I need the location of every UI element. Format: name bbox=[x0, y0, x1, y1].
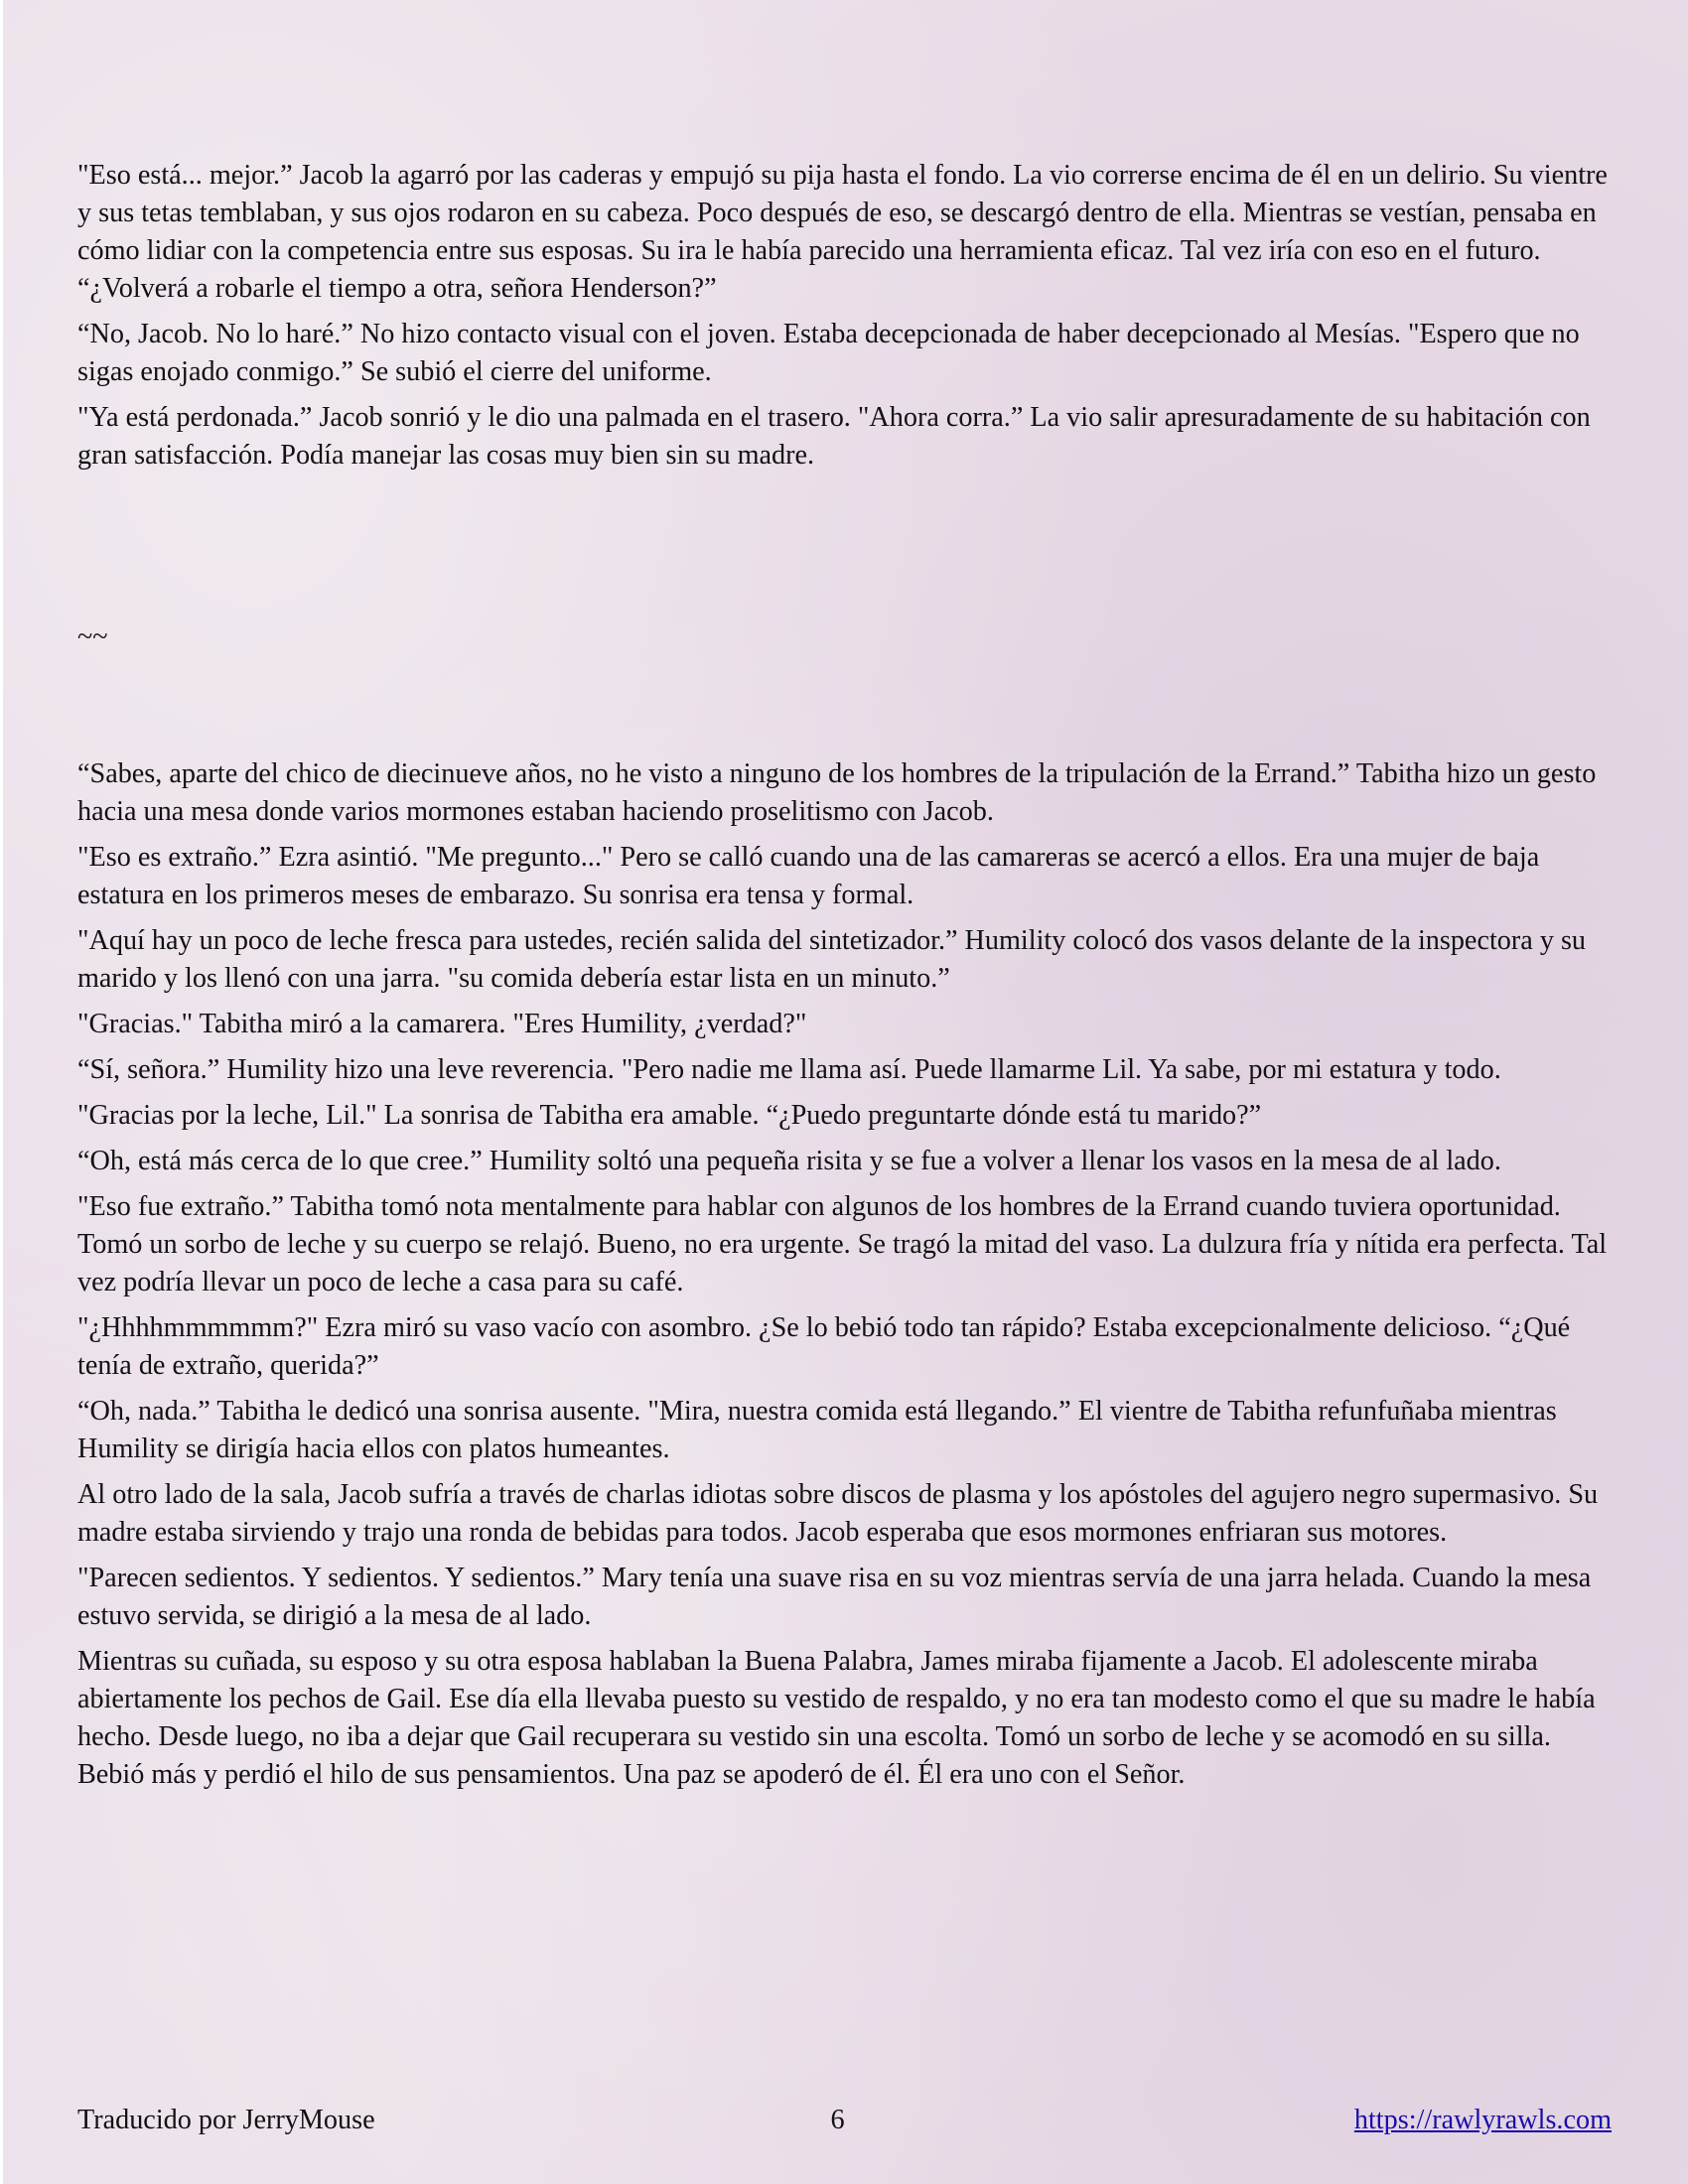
document-body-top bbox=[77, 157, 1612, 482]
paragraph: "Aquí hay un poco de leche fresca para ustedes, recién salida del sintetizador.” Humility colocó dos vasos delante de la inspectora y su marido y los llenó con una jarra. "su comida debería estar lista en un minuto.” bbox=[77, 925, 1587, 994]
paragraph: "Gracias." Tabitha miró a la camarera. "Eres Humility, ¿verdad?" bbox=[77, 1009, 807, 1039]
page-footer bbox=[77, 2102, 1612, 2141]
paragraph: “Oh, está más cerca de lo que cree.” Humility soltó una pequeña risita y se fue a volver a llenar los vasos en la mesa de al lado. bbox=[77, 1146, 1501, 1176]
section-break: ~~ bbox=[77, 621, 108, 652]
paragraph: “Sí, señora.” Humility hizo una leve reverencia. "Pero nadie me llama así. Puede llamarme Lil. Ya sabe, por mi estatura y todo. bbox=[77, 1054, 1501, 1085]
paragraph: "Gracias por la leche, Lil." La sonrisa de Tabitha era amable. “¿Puedo preguntarte dónde está tu marido?” bbox=[77, 1100, 1262, 1131]
translator-credit: Traducido por JerryMouse bbox=[77, 2105, 375, 2135]
paragraph: "¿Hhhhmmmmmm?" Ezra miró su vaso vacío con asombro. ¿Se lo bebió todo tan rápido? Estaba excepcionalmente delicioso. “¿Qué tenía de extraño, querida?” bbox=[77, 1312, 1571, 1381]
website-link[interactable]: https://rawlyrawls.com bbox=[1353, 2105, 1612, 2135]
paragraph: "Eso es extraño.” Ezra asintió. "Me pregunto..." Pero se calló cuando una de las camareras se acercó a ellos. Era una mujer de baja estatura en los primeros meses de embarazo. Su sonrisa era tensa y formal. bbox=[77, 842, 1540, 910]
paragraph: "Parecen sedientos. Y sedientos. Y sedientos.” Mary tenía una suave risa en su voz mientras servía de una jarra helada. Cuando la mesa estuvo servida, se dirigió a la mesa de al lado. bbox=[77, 1563, 1592, 1631]
paragraph: Al otro lado de la sala, Jacob sufría a través de charlas idiotas sobre discos de plasma y los apóstoles del agujero negro supermasivo. Su madre estaba sirviendo y trajo una ronda de bebidas para todos. Jacob esperaba que esos mormones enfriaran sus motores. bbox=[77, 1479, 1599, 1548]
paragraph: "Eso fue extraño.” Tabitha tomó nota mentalmente para hablar con algunos de los hombres de la Errand cuando tuviera oportunidad. Tomó un sorbo de leche y su cuerpo se relajó. Bueno, no era urgente. Se tragó la mitad del vaso. La dulzura fría y nítida era perfecta. Tal vez podría llevar un poco de leche a casa para su café. bbox=[77, 1191, 1608, 1297]
document-body-bottom bbox=[77, 755, 1612, 1802]
paragraph: “No, Jacob. No lo haré.” No hizo contacto visual con el joven. Estaba decepcionada de haber decepcionado al Mesías. "Espero que no sigas enojado conmigo.” Se subió el cierre del uniforme. bbox=[77, 319, 1580, 387]
paragraph: "Ya está perdonada.” Jacob sonrió y le dio una palmada en el trasero. "Ahora corra.” La vio salir apresuradamente de su habitación con gran satisfacción. Podía manejar las cosas muy bien sin su madre. bbox=[77, 402, 1591, 471]
paragraph: “Sabes, aparte del chico de diecinueve años, no he visto a ninguno de los hombres de la tripulación de la Errand.” Tabitha hizo un gesto hacia una mesa donde varios mormones estaban haciendo proselitismo con Jacob. bbox=[77, 758, 1597, 827]
paragraph: Mientras su cuñada, su esposo y su otra esposa hablaban la Buena Palabra, James miraba fijamente a Jacob. El adolescente miraba abiertamente los pechos de Gail. Ese día ella llevaba puesto su vestido de respaldo, y no era tan modesto como el que su madre le había hecho. Desde luego, no iba a dejar que Gail recuperara su vestido sin una escolta. Tomó un sorbo de leche y se acomodó en su silla. Bebió más y perdió el hilo de sus pensamientos. Una paz se apoderó de él. Él era uno con el Señor. bbox=[77, 1646, 1596, 1790]
page-number: 6 bbox=[830, 2105, 845, 2135]
page-edge bbox=[0, 0, 3, 2184]
paragraph: “Oh, nada.” Tabitha le dedicó una sonrisa ausente. "Mira, nuestra comida está llegando.” El vientre de Tabitha refunfuñaba mientras Humility se dirigía hacia ellos con platos humeantes. bbox=[77, 1396, 1557, 1464]
paragraph: "Eso está... mejor.” Jacob la agarró por las caderas y empujó su pija hasta el fondo. La vio correrse encima de él en un delirio. Su vientre y sus tetas temblaban, y sus ojos rodaron en su cabeza. Poco después de eso, se descargó dentro de ella. Mientras se vestían, pensaba en cómo lidiar con la competencia entre sus esposas. Su ira le había parecido una herramienta eficaz. Tal vez iría con eso en el futuro. “¿Volverá a robarle el tiempo a otra, señora Henderson?” bbox=[77, 160, 1608, 304]
